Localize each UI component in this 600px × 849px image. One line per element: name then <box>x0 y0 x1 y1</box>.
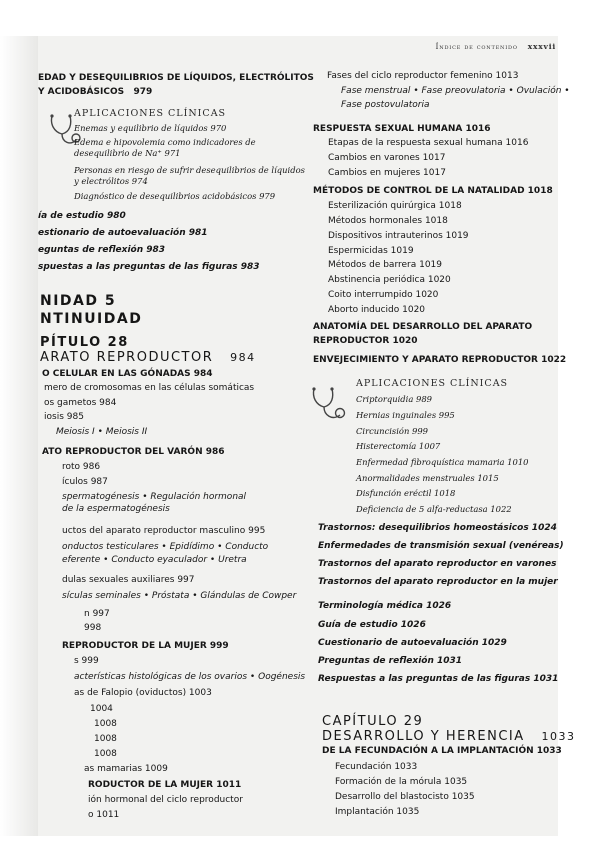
stethoscope-icon <box>310 385 346 425</box>
toc-entry[interactable]: Disfunción eréctil 1018 <box>356 488 456 498</box>
toc-entry[interactable]: Aborto inducido 1020 <box>328 305 426 315</box>
toc-entry[interactable]: Anormalidades menstruales 1015 <box>356 473 499 483</box>
section-title[interactable]: REPRODUCTOR DE LA MUJER 999 <box>62 641 229 651</box>
toc-subentry[interactable]: eferente • Conducto eyaculador • Uretra <box>62 555 247 565</box>
toc-entry[interactable]: iosis 985 <box>44 412 84 422</box>
chapter-number: PÍTULO 28 <box>40 335 129 350</box>
toc-entry[interactable]: eguntas de reflexión 983 <box>38 245 166 255</box>
section-title[interactable]: O CELULAR EN LAS GÓNADAS 984 <box>42 369 213 379</box>
toc-entry[interactable]: desequilibrio de Na⁺ 971 <box>74 148 181 158</box>
toc-entry[interactable]: ía de estudio 980 <box>38 211 126 221</box>
toc-entry[interactable]: Dispositivos intrauterinos 1019 <box>328 231 469 241</box>
toc-subentry[interactable]: sículas seminales • Próstata • Glándulas de Cowper <box>62 591 297 601</box>
toc-entry[interactable]: Métodos de barrera 1019 <box>328 260 443 270</box>
toc-entry[interactable]: Desarrollo del blastocisto 1035 <box>335 792 475 802</box>
toc-entry[interactable]: Enfermedad fibroquística mamaria 1010 <box>356 457 529 467</box>
toc-entry[interactable]: Trastornos: desequilibrios homeostásicos 1024 <box>318 523 557 533</box>
toc-entry[interactable]: s 999 <box>74 656 99 666</box>
running-header <box>436 42 556 51</box>
toc-entry[interactable]: Abstinencia periódica 1020 <box>328 275 451 285</box>
toc-entry[interactable]: Esterilización quirúrgica 1018 <box>328 201 462 211</box>
toc-entry[interactable]: Personas en riesgo de sufrir desequilibrios de líquidos <box>74 165 305 175</box>
toc-entry[interactable]: roto 986 <box>62 462 101 472</box>
toc-entry[interactable]: Cambios en mujeres 1017 <box>328 168 446 178</box>
toc-entry[interactable]: Espermicidas 1019 <box>328 246 414 256</box>
section-title[interactable]: ENVEJECIMIENTO Y APARATO REPRODUCTOR 1022 <box>313 355 567 365</box>
section-title[interactable]: ANATOMÍA DEL DESARROLLO DEL APARATO <box>313 322 533 332</box>
section-title[interactable]: REPRODUCTOR 1020 <box>313 336 418 346</box>
section-title[interactable]: DE LA FECUNDACIÓN A LA IMPLANTACIÓN 1033 <box>322 746 562 756</box>
toc-entry[interactable]: Deficiencia de 5 alfa-reductasa 1022 <box>356 504 512 514</box>
toc-entry[interactable]: Circuncisión 999 <box>356 426 428 436</box>
section-title[interactable]: ATO REPRODUCTOR DEL VARÓN 986 <box>42 447 225 457</box>
toc-subentry[interactable]: acterísticas histológicas de los ovarios • Oogénesis <box>74 672 306 682</box>
toc-entry[interactable]: Hernias inguinales 995 <box>356 410 455 420</box>
toc-entry[interactable]: 1004 <box>90 704 113 714</box>
toc-entry[interactable]: 1008 <box>94 719 117 729</box>
page-ref: 979 <box>133 87 153 97</box>
chapter-title[interactable]: ARATO REPRODUCTOR 984 <box>40 350 256 365</box>
section-title[interactable]: RESPUESTA SEXUAL HUMANA 1016 <box>313 124 491 134</box>
toc-entry[interactable]: Métodos hormonales 1018 <box>328 216 448 226</box>
section-title[interactable]: RODUCTOR DE LA MUJER 1011 <box>88 780 242 790</box>
toc-entry[interactable]: Trastornos del aparato reproductor en la mujer <box>318 577 558 587</box>
toc-entry[interactable]: Edema e hipovolemia como indicadores de <box>74 137 256 147</box>
toc-entry[interactable]: ículos 987 <box>62 477 108 487</box>
toc-entry[interactable]: estionario de autoevaluación 981 <box>38 228 208 238</box>
toc-entry[interactable]: Cambios en varones 1017 <box>328 153 446 163</box>
chapter-number: CAPÍTULO 29 <box>322 714 424 729</box>
toc-entry[interactable]: os gametos 984 <box>44 398 117 408</box>
toc-entry[interactable]: Histerectomía 1007 <box>356 441 441 451</box>
chapter-title[interactable]: DESARROLLO Y HERENCIA 1033 <box>322 729 576 744</box>
unit-title: NIDAD 5 <box>40 293 117 309</box>
toc-entry[interactable]: Diagnóstico de desequilibrios acidobásicos 979 <box>74 191 276 201</box>
toc-subentry[interactable]: spermatogénesis • Regulación hormonal <box>62 492 247 502</box>
toc-entry[interactable]: Terminología médica 1026 <box>318 601 452 611</box>
section-title[interactable]: MÉTODOS DE CONTROL DE LA NATALIDAD 1018 <box>313 186 553 196</box>
toc-entry[interactable]: Enemas y equilibrio de líquidos 970 <box>74 123 227 133</box>
toc-entry[interactable]: 998 <box>84 623 102 633</box>
header-page-number: xxxvii <box>527 42 556 51</box>
toc-entry[interactable]: as de Falopio (oviductos) 1003 <box>74 688 212 698</box>
toc-entry[interactable]: dulas sexuales auxiliares 997 <box>62 575 195 585</box>
toc-entry[interactable]: Cuestionario de autoevaluación 1029 <box>318 638 507 648</box>
toc-entry[interactable]: uctos del aparato reproductor masculino 995 <box>62 526 266 536</box>
toc-entry[interactable]: Formación de la mórula 1035 <box>335 777 468 787</box>
page-ref: 1033 <box>541 730 576 743</box>
toc-entry[interactable]: spuestas a las preguntas de las figuras 983 <box>38 262 260 272</box>
page-edge-shadow <box>0 36 38 836</box>
header-title: Índice de contenido <box>435 42 518 51</box>
toc-entry[interactable]: n 997 <box>84 609 110 619</box>
toc-entry[interactable]: Preguntas de reflexión 1031 <box>318 656 463 666</box>
toc-subentry[interactable]: onductos testiculares • Epidídimo • Conducto <box>62 542 269 552</box>
toc-entry[interactable]: y electrólitos 974 <box>74 176 148 186</box>
toc-subentry[interactable]: Meiosis I • Meiosis II <box>56 427 148 437</box>
toc-entry[interactable]: Guía de estudio 1026 <box>318 620 426 630</box>
clinical-applications-label: APLICACIONES CLÍNICAS <box>74 108 227 119</box>
toc-entry[interactable]: Coito interrumpido 1020 <box>328 290 439 300</box>
toc-entry[interactable]: Trastornos del aparato reproductor en varones <box>318 559 557 569</box>
toc-entry[interactable]: Etapas de la respuesta sexual humana 1016 <box>328 138 529 148</box>
toc-entry[interactable]: 1008 <box>94 749 117 759</box>
toc-subentry[interactable]: Fase postovulatoria <box>341 100 430 110</box>
toc-entry[interactable]: Respuestas a las preguntas de las figuras 1031 <box>318 674 559 684</box>
toc-entry[interactable]: as mamarias 1009 <box>84 764 168 774</box>
toc-entry[interactable]: Criptorquidia 989 <box>356 394 432 404</box>
toc-entry[interactable]: ión hormonal del ciclo reproductor <box>88 795 243 805</box>
section-title: Y ACIDOBÁSICOS 979 <box>38 87 153 97</box>
toc-entry[interactable]: Fecundación 1033 <box>335 762 418 772</box>
clinical-applications-label: APLICACIONES CLÍNICAS <box>356 378 509 389</box>
page-ref: 984 <box>230 351 256 364</box>
toc-subentry[interactable]: Fase menstrual • Fase preovulatoria • Ovulación • <box>341 86 570 96</box>
toc-subentry[interactable]: de la espermatogénesis <box>62 504 170 514</box>
toc-entry[interactable]: Implantación 1035 <box>335 807 420 817</box>
section-title: EDAD Y DESEQUILIBRIOS DE LÍQUIDOS, ELECTRÓLITOS <box>38 73 314 83</box>
toc-entry[interactable]: mero de cromosomas en las células somáticas <box>44 383 255 393</box>
toc-entry[interactable]: o 1011 <box>88 810 120 820</box>
unit-subtitle: NTINUIDAD <box>40 311 143 327</box>
toc-entry[interactable]: Fases del ciclo reproductor femenino 1013 <box>327 71 519 81</box>
toc-entry[interactable]: 1008 <box>94 734 117 744</box>
toc-entry[interactable]: Enfermedades de transmisión sexual (venéreas) <box>318 541 564 551</box>
